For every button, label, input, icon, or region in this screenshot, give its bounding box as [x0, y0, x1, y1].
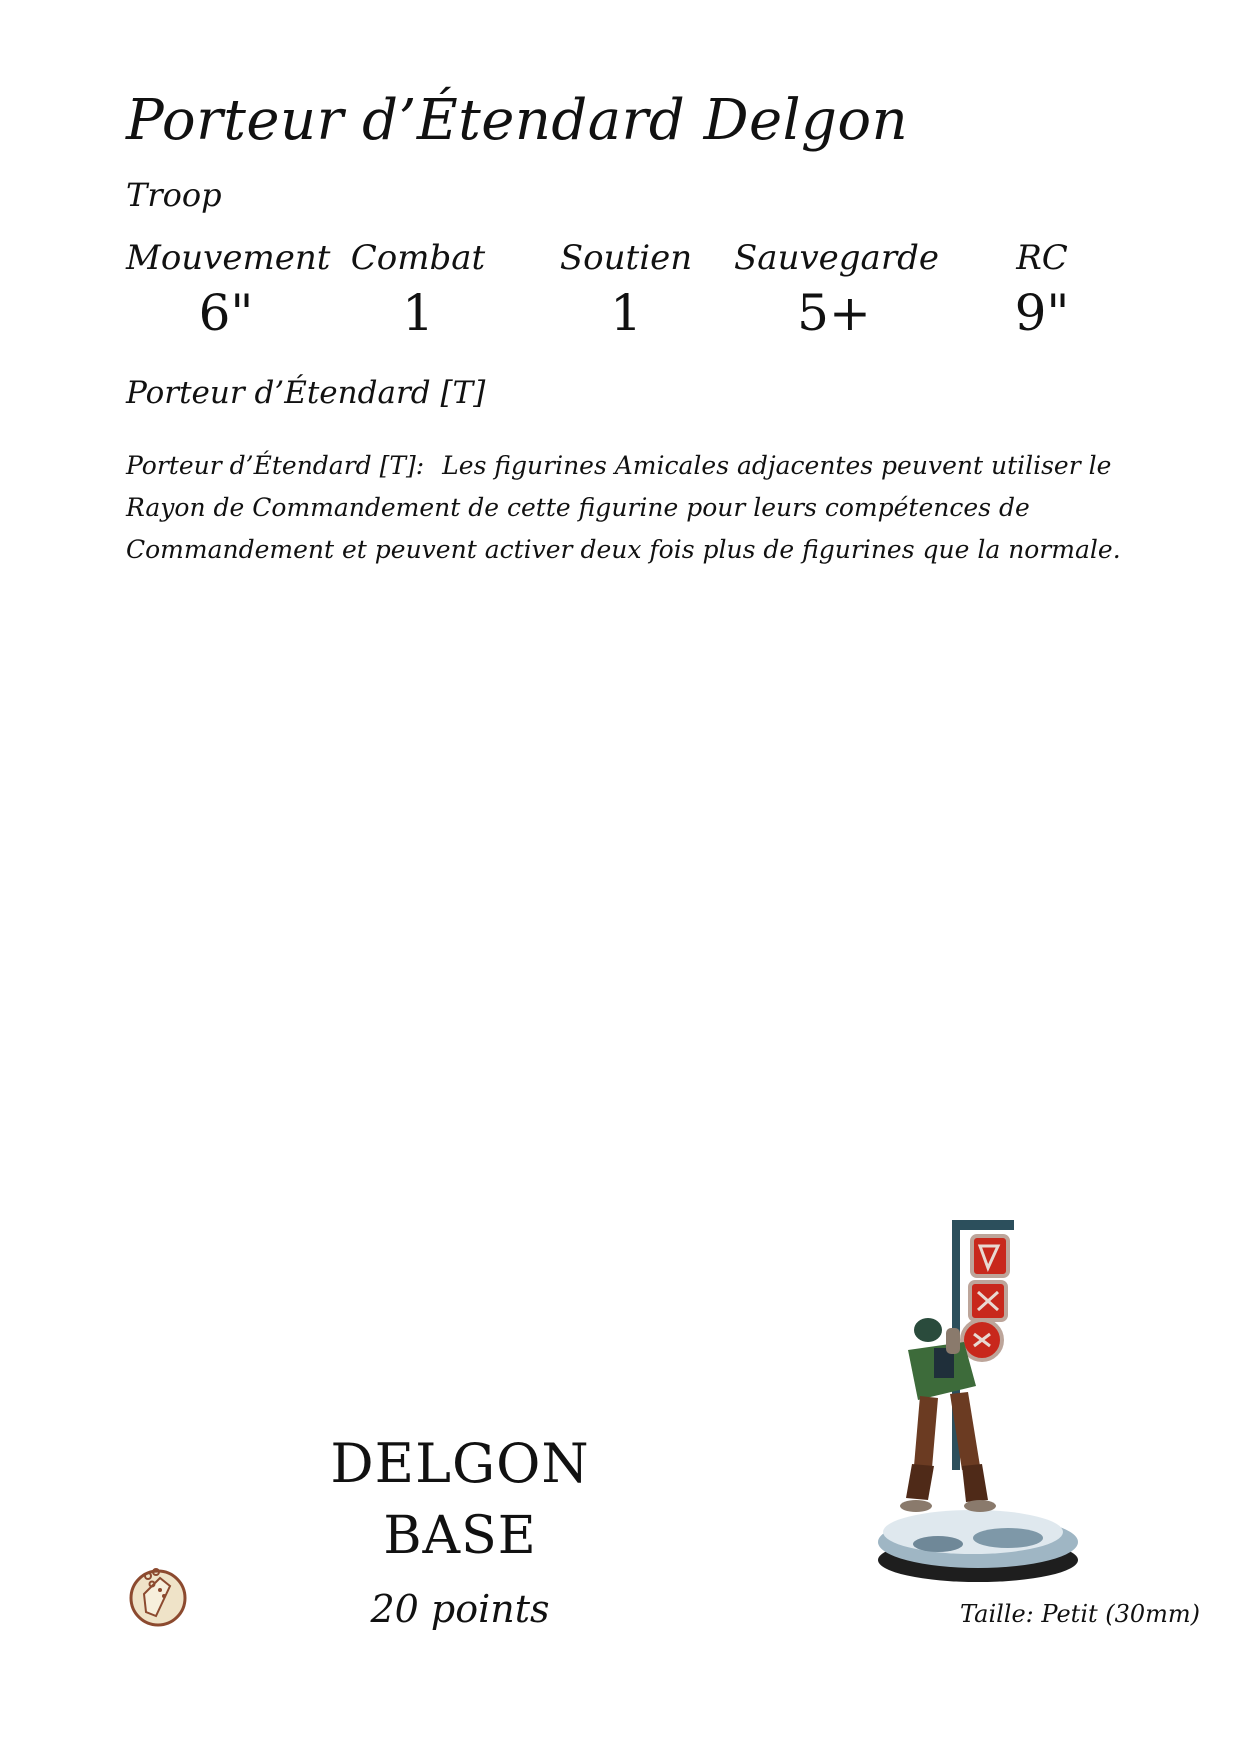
unit-title: Porteur d’Étendard Delgon [126, 88, 909, 153]
stat-value: 9" [1014, 284, 1070, 342]
stat-movement [126, 236, 331, 346]
stat-label: Sauvegarde [734, 238, 939, 278]
faction-name: DELGON [330, 1432, 590, 1495]
list-type: BASE [383, 1506, 537, 1566]
unit-points: 20 points [370, 1587, 550, 1631]
stat-label: Mouvement [126, 238, 331, 278]
stat-command-range [942, 236, 1142, 346]
stat-label: RC [1016, 238, 1068, 278]
ability-rule-text: Les figurines Amicales adjacentes peuvent utiliser le Rayon de Commandement de cette figurine pour leurs compétences de Commandement et peuvent activer deux fois plus de figurines que la normale. [126, 451, 1121, 564]
standard-bearer-miniature [868, 1210, 1098, 1590]
faction-hand-icon [126, 1564, 190, 1628]
ability-rule-name: Porteur d’Étendard [T]: [126, 451, 425, 480]
stats-row [126, 236, 1126, 346]
ability-description [126, 445, 1186, 571]
stat-value: 5+ [797, 284, 871, 342]
stat-combat [318, 236, 518, 346]
unit-type: Troop [126, 176, 222, 214]
stat-support [526, 236, 726, 346]
stat-label: Soutien [559, 238, 693, 278]
abilities-list: Porteur d’Étendard [T] [126, 375, 486, 411]
stat-save [734, 236, 939, 346]
stat-label: Combat [350, 238, 486, 278]
stat-value: 1 [610, 284, 642, 342]
unit-size: Taille: Petit (30mm) [960, 1600, 1201, 1628]
faction-block [260, 1428, 660, 1634]
stat-value: 1 [402, 284, 434, 342]
stat-value: 6" [198, 284, 254, 342]
